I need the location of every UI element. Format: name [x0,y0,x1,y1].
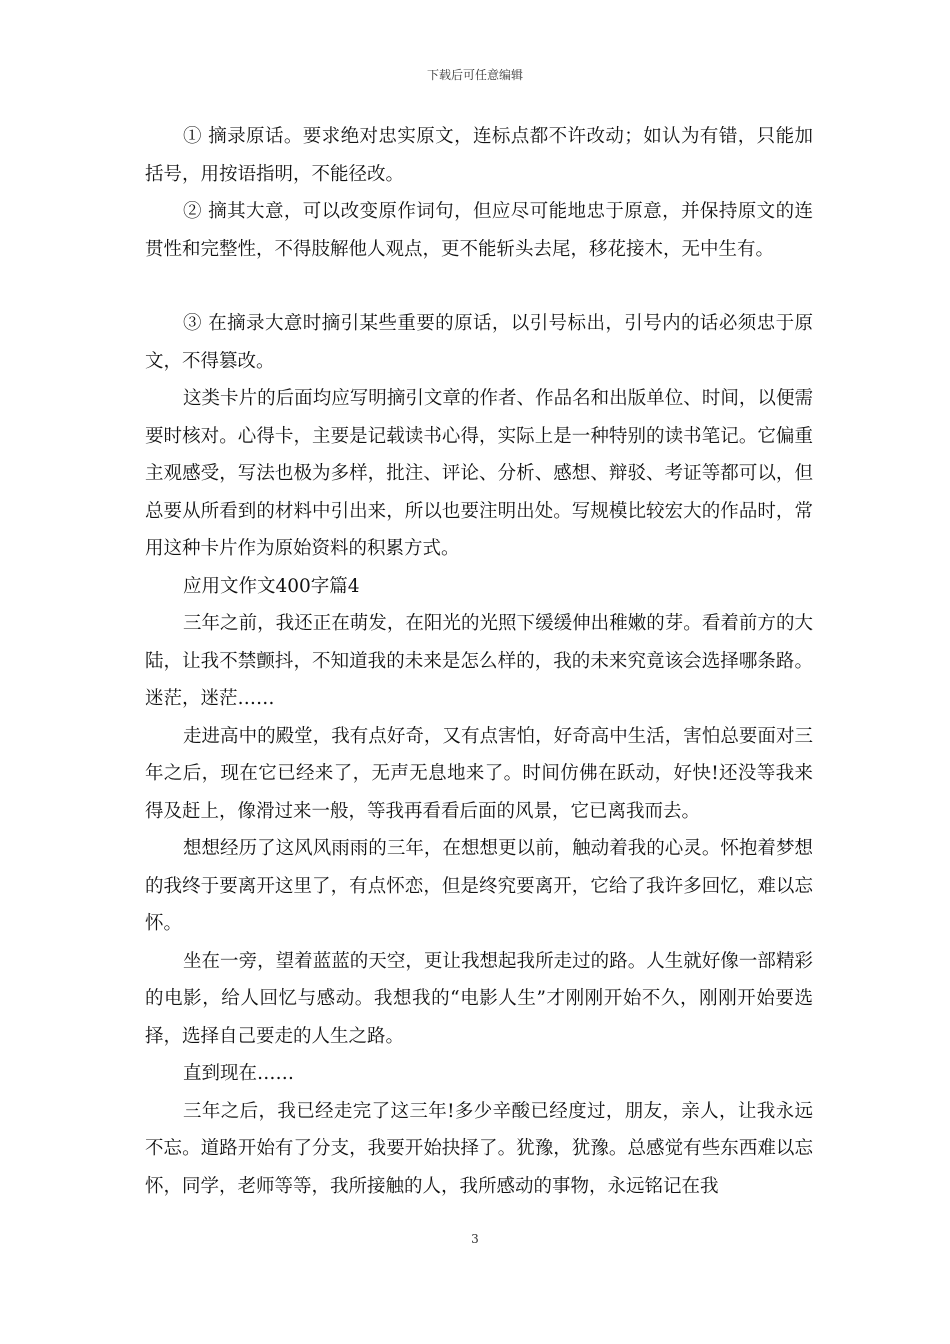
paragraph-quote-original: ① 摘录原话。要求绝对忠实原文，连标点都不许改动；如认为有错，只能加括号，用按语指明，不能径改。 [145,126,813,185]
paragraph-essay-1: 三年之前，我还正在萌发，在阳光的光照下缓缓伸出稚嫩的芽。看着前方的大陆，让我不禁颤抖，不知道我的未来是怎么样的，我的未来究竟该会选择哪条路。迷茫，迷茫…… [145,613,813,709]
page-number: 3 [471,1232,479,1246]
document-body [145,118,813,1205]
section-heading: 应用文作文400字篇4 [183,575,360,597]
paragraph-quote-mixed: ③ 在摘录大意时摘引某些重要的原话，以引号标出，引号内的话必须忠于原文，不得篡改。 [145,313,813,372]
paragraph-essay-4: 坐在一旁，望着蓝蓝的天空，更让我想起我所走过的路。人生就好像一部精彩的电影，给人回忆与感动。我想我的“电影人生”才刚刚开始不久，刚刚开始要选择，选择自己要走的人生之路。 [145,950,813,1047]
paragraph-quote-gist: ② 摘其大意，可以改变原作词句，但应尽可能地忠于原意，并保持原文的连贯性和完整性，不得肢解他人观点，更不能斩头去尾，移花接木，无中生有。 [145,201,813,260]
paragraph-essay-3: 想想经历了这风风雨雨的三年，在想想更以前，触动着我的心灵。怀抱着梦想的我终于要离开这里了，有点怀恋，但是终究要离开，它给了我许多回忆，难以忘怀。 [145,838,813,934]
paragraph-essay-5: 直到现在…… [183,1063,295,1084]
paragraph-essay-6: 三年之后，我已经走完了这三年!多少辛酸已经度过，朋友，亲人，让我永远不忘。道路开始有了分支，我要开始抉择了。犹豫，犹豫。总感觉有些东西难以忘怀，同学，老师等等，我所接触的人，我所感动的事物，永远铭记在我 [145,1100,813,1197]
paragraph-card-notes: 这类卡片的后面均应写明摘引文章的作者、作品名和出版单位、时间，以便需要时核对。心得卡，主要是记载读书心得，实际上是一种特别的读书笔记。它偏重主观感受，写法也极为多样，批注、评论、分析、感想、辩驳、考证等都可以，但总要从所看到的材料中引出来，所以也要注明出处。写规模比较宏大的作品时，常用这种卡片作为原始资料的积累方式。 [145,388,813,559]
page-header: 下载后可任意编辑 [426,68,523,82]
paragraph-essay-2: 走进高中的殿堂，我有点好奇，又有点害怕，好奇高中生活，害怕总要面对三年之后，现在它已经来了，无声无息地来了。时间仿佛在跃动，好快!还没等我来得及赶上，像滑过来一般，等我再看看后面的风景，它已离我而去。 [145,725,813,822]
